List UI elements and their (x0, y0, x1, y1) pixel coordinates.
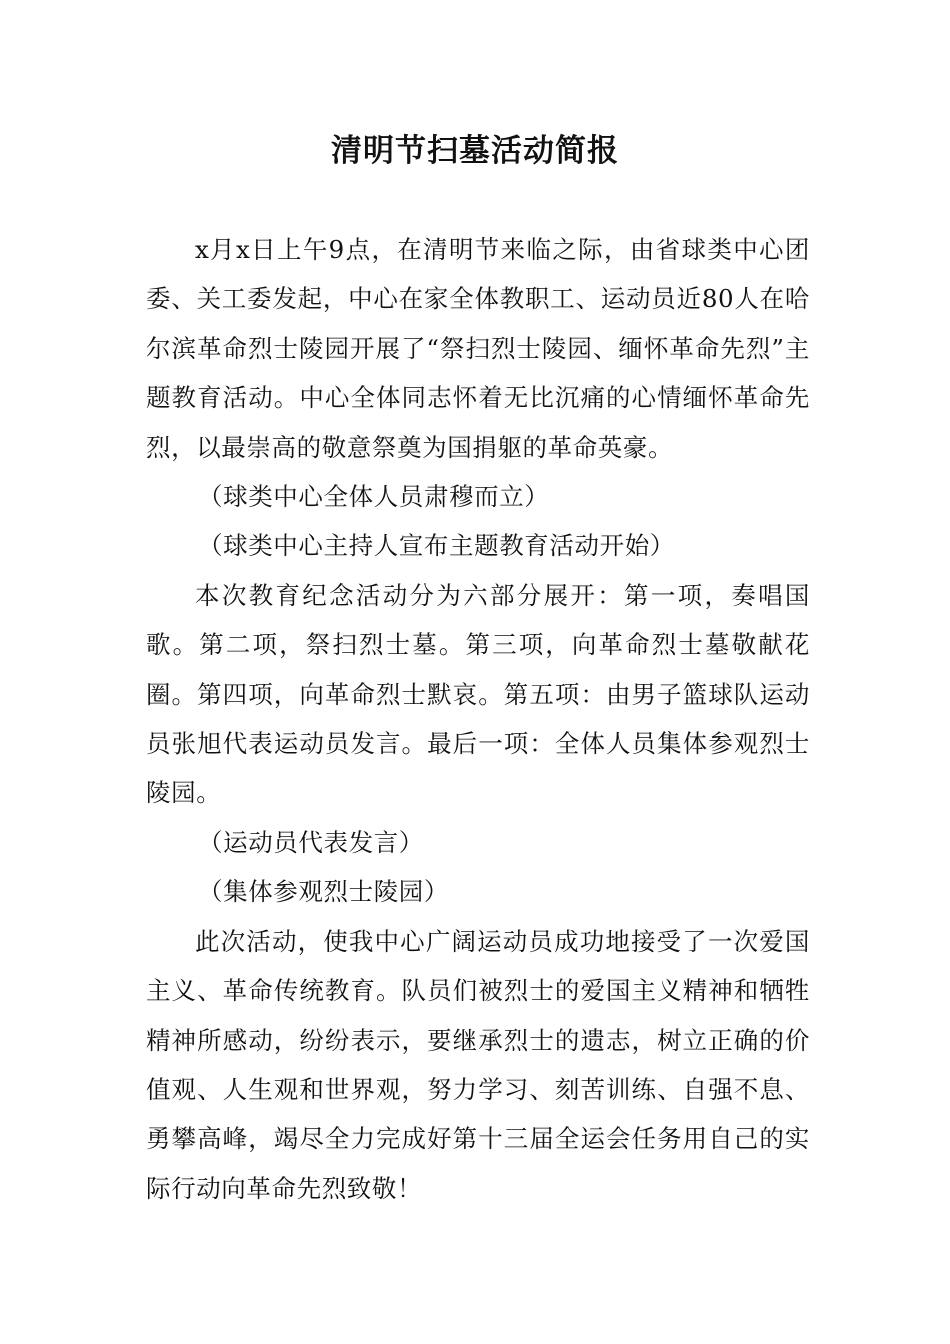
paragraph-agenda: 本次教育纪念活动分为六部分展开：第一项，奏唱国歌。第二项，祭扫烈士墓。第三项，向革命烈士墓敬献花圈。第四项，向革命烈士默哀。第五项：由男子篮球队运动员张旭代表运动员发言。最后一项：全体人员集体参观烈士陵园。 (146, 580, 810, 808)
document-body (146, 225, 810, 1213)
stage-note-stand: （球类中心全体人员肃穆而立） (198, 482, 550, 512)
stage-note-host-announce: （球类中心主持人宣布主题教育活动开始） (198, 531, 675, 561)
stage-note-visit: （集体参观烈士陵园） (198, 877, 449, 907)
document-title: 清明节扫墓活动简报 (331, 133, 619, 169)
paragraph-conclusion: 此次活动，使我中心广阔运动员成功地接受了一次爱国主义、革命传统教育。队员们被烈士的爱国主义精神和牺牲精神所感动，纷纷表示，要继承烈士的遗志，树立正确的价值观、人生观和世界观，努力学习、刻苦训练、自强不息、勇攀高峰，竭尽全力完成好第十三届全运会任务用自己的实际行动向革命先烈致敬！ (146, 926, 810, 1203)
paragraph-intro: x月x日上午9点，在清明节来临之际，由省球类中心团委、关工委发起，中心在家全体教职工、运动员近80人在哈尔滨革命烈士陵园开展了“祭扫烈士陵园、缅怀革命先烈”主题教育活动。中心全体同志怀着无比沉痛的心情缅怀革命先烈，以最崇高的敬意祭奠为国捐躯的革命英豪。 (146, 235, 810, 462)
stage-note-athlete-speech: （运动员代表发言） (198, 827, 424, 857)
